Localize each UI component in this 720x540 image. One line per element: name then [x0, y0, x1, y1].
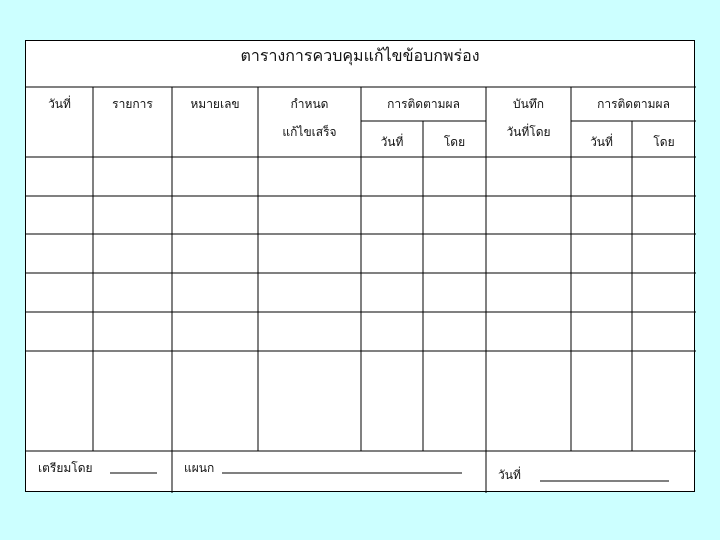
header-followup1: การติดตามผล [387, 97, 460, 111]
footer-prepared-by: เตรียมโดย [38, 461, 93, 475]
header-item: รายการ [112, 97, 153, 111]
header-followup1-by: โดย [443, 135, 466, 149]
footer-department: แผนก [184, 461, 215, 475]
header-due-line2: แก้ไขเสร็จ [282, 125, 337, 139]
header-due-line1: กำหนด [290, 97, 329, 111]
header-followup2-date: วันที่ [590, 135, 613, 149]
footer-date: วันที่ [498, 468, 521, 482]
header-record-line1: บันทึก [513, 97, 544, 111]
header-date: วันที่ [48, 97, 71, 111]
header-followup2: การติดตามผล [597, 97, 670, 111]
header-followup1-date: วันที่ [380, 135, 404, 149]
header-number: หมายเลข [190, 97, 240, 111]
form-title: ตารางการควบคุมแก้ไขข้อบกพร่อง [240, 46, 480, 65]
header-followup2-by: โดย [653, 135, 675, 149]
header-record-line2: วันที่โดย [506, 125, 551, 139]
control-form [25, 40, 695, 492]
